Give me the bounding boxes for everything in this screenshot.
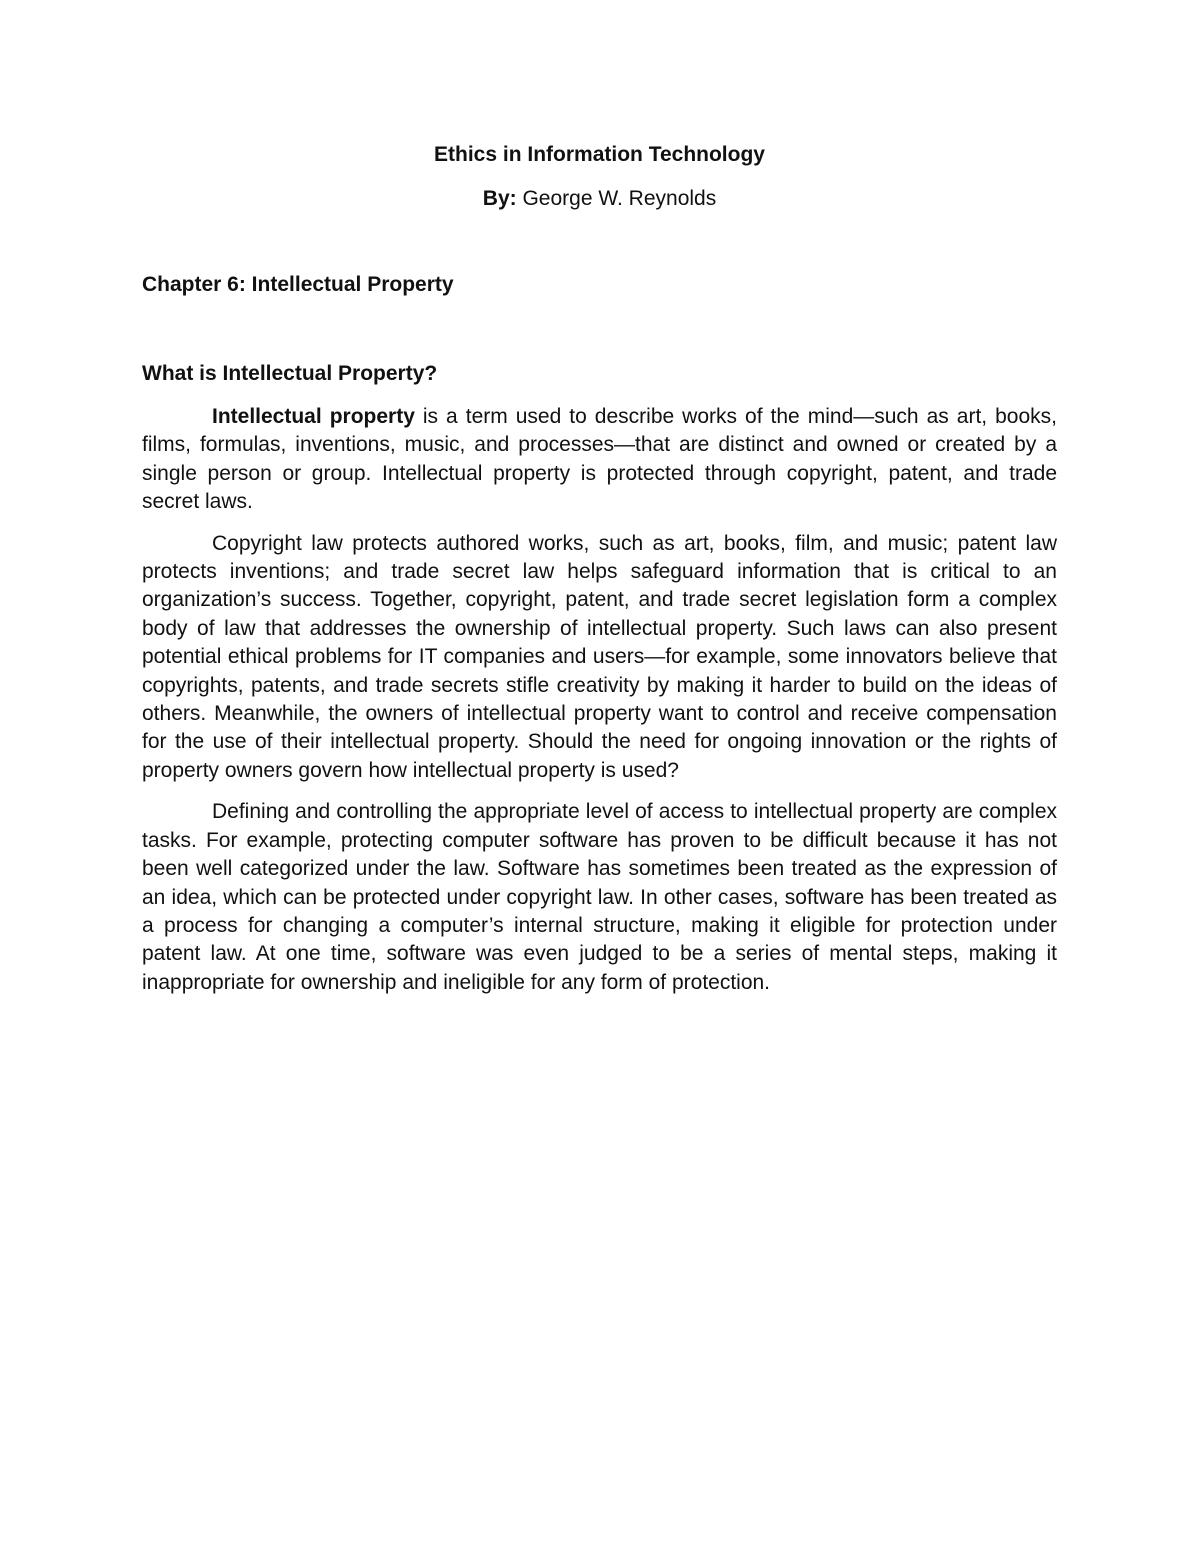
byline-label: By: bbox=[482, 187, 517, 210]
paragraph-3: Defining and controlling the appropriate level of access to intellectual property are complex tasks. For example, protecting computer software has proven to be difficult because it has not been well categorized under the law. Software has sometimes been treated as the expression of an idea, which can be protected under copyright law. In other cases, software has been treated as a process for changing a computer’s internal structure, making it eligible for protection under patent law. At one time, software was even judged to be a series of mental steps, making it inappropriate for ownership and ineligible for any form of protection. bbox=[142, 800, 1057, 994]
document-title: Ethics in Information Technology bbox=[434, 143, 765, 166]
paragraph-1 bbox=[142, 403, 1057, 517]
paragraph-1-text: is a term used to describe works of the mind—such as art, books, films, formulas, inventions, music, and processes—that are distinct and owned or created by a single person or group. Intellectual property is protected through copyright, patent, and trade secret laws. bbox=[142, 405, 1057, 514]
paragraph-2: Copyright law protects authored works, such as art, books, film, and music; patent law protects inventions; and trade secret law helps safeguard information that is critical to an organization’s success. Together, copyright, patent, and trade secret legislation form a complex body of law that addresses the ownership of intellectual property. Such laws can also present potential ethical problems for IT companies and users—for example, some innovators believe that copyrights, patents, and trade secrets stifle creativity by making it harder to build on the ideas of others. Meanwhile, the owners of intellectual property want to control and receive compensation for the use of their intellectual property. Should the need for ongoing innovation or the rights of property owners govern how intellectual property is used? bbox=[142, 531, 1057, 782]
byline-author: George W. Reynolds bbox=[516, 187, 717, 210]
section-heading: What is Intellectual Property? bbox=[142, 362, 438, 385]
chapter-heading: Chapter 6: Intellectual Property bbox=[142, 273, 454, 296]
document-page bbox=[142, 140, 1057, 997]
document-byline bbox=[142, 184, 1057, 214]
paragraph-1-term: Intellectual property bbox=[212, 405, 415, 428]
